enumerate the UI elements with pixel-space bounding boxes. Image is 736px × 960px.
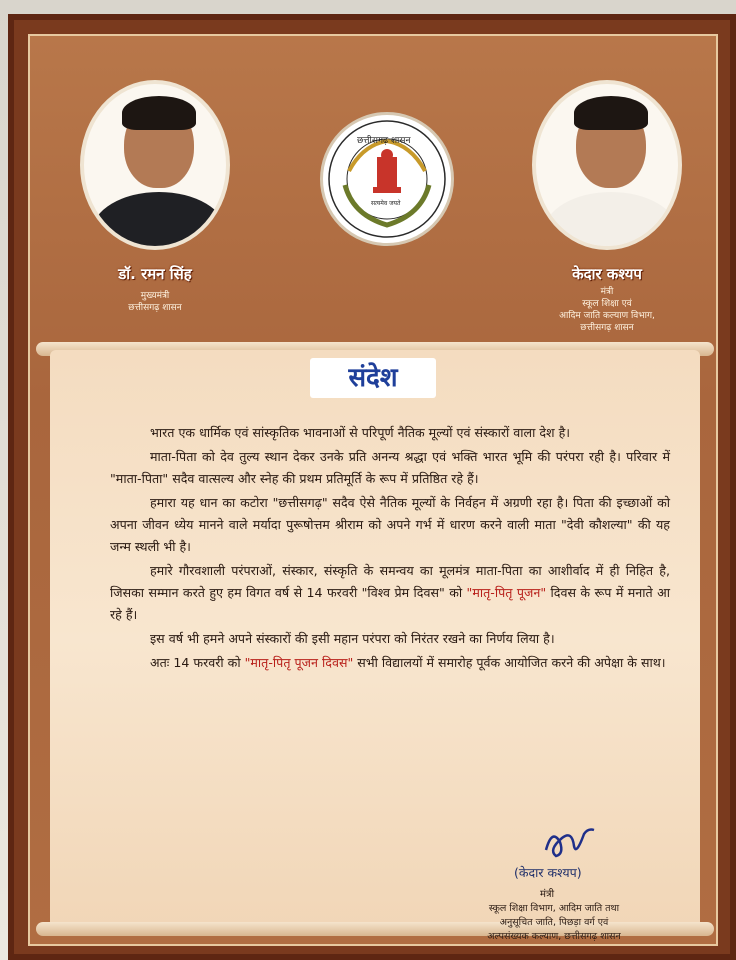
poster-panel (28, 34, 718, 946)
emblem-bottom-text: सत्यमेव जयते (371, 200, 401, 207)
message-paragraph-2: माता-पिता को देव तुल्य स्थान देकर उनके प्रति अनन्य श्रद्धा एवं भक्ति भारत भूमि की परंपरा रही है। परिवार में "माता-पिता" सदैव वात्सल्य और स्नेह की प्रथम प्रतिमूर्ति के रूप में प्रतिष्ठित रहे हैं। (110, 449, 670, 486)
minister-title-1: मंत्री (600, 287, 614, 297)
minister-name: केदार कश्यप (572, 265, 642, 283)
message-paragraph-4 (110, 560, 670, 626)
message-heading: संदेश (310, 358, 436, 398)
paragraph-6-highlight: "मातृ-पितृ पूजन दिवस" (244, 655, 354, 670)
chief-minister-name: डॉ. रमन सिंह (118, 265, 192, 283)
signatory-title: मंत्री (540, 889, 555, 900)
minister-title-2: स्कूल शिक्षा एवं (582, 299, 632, 309)
paragraph-6-text-b: सभी विद्यालयों में समारोह पूर्वक आयोजित करने की अपेक्षा के साथ। (353, 655, 666, 670)
department-line-2: अनुसूचित जाति, पिछड़ा वर्ग एवं (499, 917, 609, 928)
message-paragraph-3: हमारा यह धान का कटोरा "छत्तीसगढ़" सदैव ऐसे नैतिक मूल्यों के निर्वहन में अग्रणी रहा है। पिता की इच्छाओं को अपना जीवन ध्येय मानने वाले मर्यादा पुरूषोत्तम श्रीराम को अपने गर्भ में धारण करने वाली माता "देवी कौशल्या" की यह जन्म स्थली भी है। (110, 495, 670, 554)
paragraph-4-text-b: दिवस के रूप में मनाते आ रहे हैं। (110, 585, 670, 622)
signatory-department (444, 902, 664, 944)
message-paragraph-6 (110, 652, 670, 674)
paragraph-4-text-a: हमारे गौरवशाली परंपराओं, संस्कार, संस्कृति के समन्वय का मूलमंत्र माता-पिता का आशीर्वाद में ही निहित है, जिसका सम्मान करते हुए हम विगत वर्ष से 14 फरवरी "विश्व प्रेम दिवस" को (110, 563, 670, 600)
message-paragraph-5: इस वर्ष भी हमने अपने संस्कारों की इसी महान परंपरा को निरंतर रखने का निर्णय लिया है। (150, 631, 555, 646)
minister-portrait (532, 80, 682, 250)
minister-title-3: आदिम जाति कल्याण विभाग, (559, 311, 655, 321)
message-paragraph-1: भारत एक धार्मिक एवं सांस्कृतिक भावनाओं से परिपूर्ण नैतिक मूल्यों एवं संस्कारों वाला देश है। (150, 425, 571, 440)
chief-minister-portrait (80, 80, 230, 250)
state-emblem (320, 112, 454, 246)
message-body (110, 422, 670, 676)
minister-title-4: छत्तीसगढ़ शासन (580, 323, 634, 333)
poster (8, 14, 736, 960)
department-line-1: स्कूल शिक्षा विभाग, आदिम जाति तथा (488, 903, 620, 914)
handwritten-signature (538, 820, 598, 864)
chief-minister-title-1: मुख्यमंत्री (140, 291, 170, 301)
paragraph-6-text-a: अतः 14 फरवरी को (150, 655, 245, 670)
paragraph-4-highlight: "मातृ-पितृ पूजन" (466, 585, 547, 600)
chief-minister-title-2: छत्तीसगढ़ शासन (128, 303, 182, 313)
emblem-top-text: छत्तीसगढ़ शासन (357, 136, 411, 146)
signatory-name: (केदार कश्यप) (514, 865, 582, 880)
department-line-3: अल्पसंख्यक कल्याण, छत्तीसगढ़ शासन (487, 931, 621, 942)
